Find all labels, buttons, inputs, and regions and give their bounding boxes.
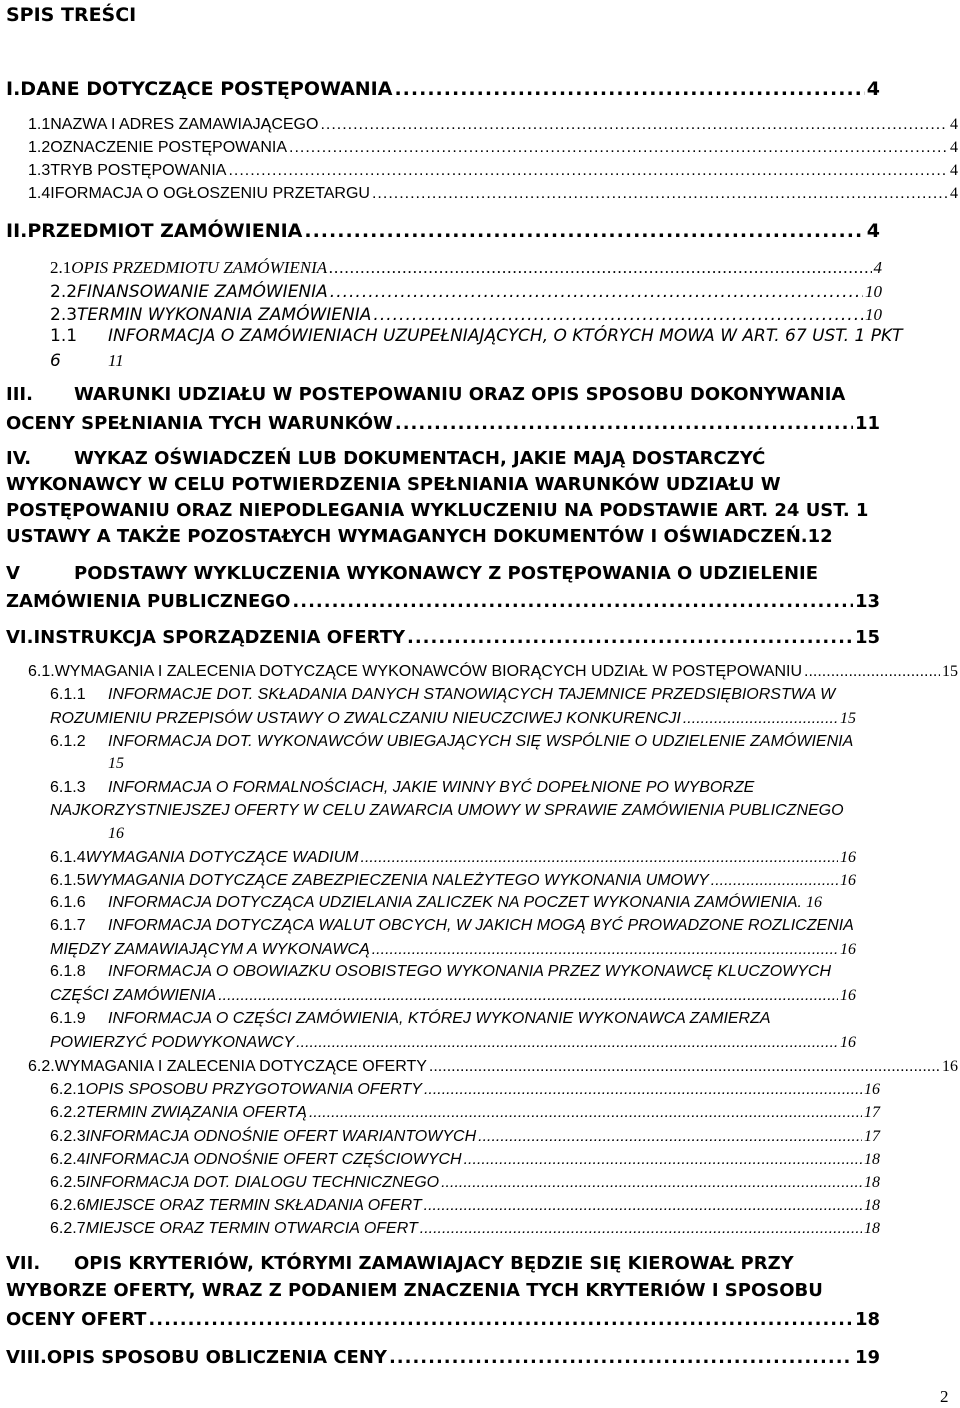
page-ref: 16 (840, 987, 856, 1004)
page-ref: 18 (854, 1309, 880, 1330)
section-number: V (6, 563, 20, 584)
item-label: INFORMACJA O CZĘŚCI ZAMÓWIENIA, KTÓREJ WYKONANIE WYKONAWCA ZAMIERZA (108, 1010, 771, 1027)
item-label: INFORMACJA DOT. DIALOGU TECHNICZNEGO (85, 1174, 440, 1191)
toc-item[interactable] (28, 139, 958, 157)
dot-leader (361, 849, 839, 867)
item-number: 2.3 (50, 305, 78, 325)
toc-item[interactable] (50, 282, 882, 302)
dot-leader (228, 162, 948, 180)
page-ref: 17 (864, 1128, 880, 1145)
toc-item-multiline[interactable] (50, 734, 853, 750)
dot-leader (373, 305, 863, 325)
section-number: III. (6, 384, 33, 405)
section-number: VII. (6, 1253, 41, 1274)
item-number: 1.2 (28, 139, 51, 156)
toc-section-3-cont[interactable] (6, 413, 880, 434)
page-ref: 15 (108, 755, 124, 772)
toc-item-multiline[interactable] (50, 964, 831, 980)
dot-leader (395, 413, 853, 434)
section-label: POSTĘPOWANIU ORAZ NIEPODLEGANIA WYKLUCZENIU NA PODSTAWIE ART. 24 UST. 1 (6, 500, 869, 521)
toc-section-4[interactable] (6, 450, 765, 468)
toc-item[interactable] (50, 1104, 880, 1122)
section-label: OCENY OFERT (6, 1309, 147, 1330)
item-number: 1.3 (28, 162, 51, 179)
dot-leader (407, 627, 853, 648)
dot-leader (804, 663, 940, 681)
page-ref: 4 (950, 139, 958, 156)
toc-item[interactable] (50, 849, 856, 867)
item-number: 6.1.5 (50, 872, 86, 889)
item-label: IFORMACJA O OGŁOSZENIU PRZETARGU (50, 185, 370, 202)
toc-item[interactable] (50, 1174, 880, 1192)
item-label: MIEJSCE ORAZ TERMIN OTWARCIA OFERT (85, 1220, 418, 1237)
toc-section-7[interactable] (6, 1255, 794, 1273)
item-label: MIĘDZY ZAMAWIAJĄCYM A WYKONAWCĄ (50, 941, 370, 958)
item-label: TERMIN WYKONANIA ZAMÓWIENIA (77, 305, 372, 325)
page-ref: 16 (942, 1058, 958, 1075)
item-number-cont: 6 (50, 351, 61, 371)
item-number: 6.2.5 (50, 1174, 86, 1191)
toc-item-cont[interactable] (50, 941, 856, 959)
toc-item-multiline[interactable] (50, 780, 754, 796)
item-label: POWIERZYĆ PODWYKONAWCY (50, 1034, 295, 1051)
dot-leader (148, 1309, 853, 1330)
toc-item[interactable] (50, 872, 856, 890)
page-ref: 15 (854, 627, 880, 648)
page-ref: 16 (840, 872, 856, 889)
item-label: FINANSOWANIE ZAMÓWIENIA (77, 282, 328, 302)
toc-item[interactable] (50, 305, 882, 325)
page-ref: 13 (854, 591, 880, 612)
item-label: INFORMACJA O FORMALNOŚCIACH, JAKIE WINNY BYĆ DOPEŁNIONE PO WYBORZE (108, 779, 755, 796)
dot-leader (441, 1174, 862, 1192)
page-ref: 15 (840, 710, 856, 727)
page-ref: 16 (108, 825, 124, 842)
item-number: 6.1.1 (50, 686, 86, 703)
dot-leader (372, 941, 838, 959)
item-label: INFORMACJA ODNOŚNIE OFERT CZĘŚCIOWYCH (85, 1151, 462, 1168)
item-number: 6.1.8 (50, 963, 86, 980)
page-ref: 16 (864, 1081, 880, 1098)
section-number: II. (6, 220, 28, 242)
section-label: OCENY SPEŁNIANIA TYCH WARUNKÓW (6, 413, 393, 434)
page-ref: 16 (840, 849, 856, 866)
toc-item-multiline[interactable] (50, 918, 854, 934)
dot-leader (424, 1197, 862, 1215)
section-label: USTAWY A TAKŻE POZOSTAŁYCH WYMAGANYCH DOKUMENTÓW I OŚWIADCZEŃ.12 (6, 526, 833, 547)
item-number: 6.1.3 (50, 779, 86, 796)
item-number: 6.1.9 (50, 1010, 86, 1027)
item-label: OZNACZENIE POSTĘPOWANIA (50, 139, 288, 156)
section-label: PRZEDMIOT ZAMÓWIENIA (27, 220, 303, 242)
page-ref: 17 (864, 1104, 880, 1121)
page-ref: 18 (864, 1220, 880, 1237)
dot-leader (292, 591, 853, 612)
dot-leader (329, 258, 871, 278)
item-number: 6.2.4 (50, 1151, 86, 1168)
item-label: INFORMACJA DOTYCZĄCA UDZIELANIA ZALICZEK NA POCZET WYKONANIA ZAMÓWIENIA. (108, 894, 802, 911)
item-label: OPIS SPOSOBU PRZYGOTOWANIA OFERTY (85, 1081, 422, 1098)
dot-leader (289, 139, 948, 157)
toc-item[interactable] (50, 1151, 880, 1169)
toc-section-7-cont[interactable] (6, 1309, 880, 1330)
page-ref: 18 (864, 1151, 880, 1168)
section-number: VI. (6, 627, 34, 648)
toc-item[interactable] (28, 116, 958, 134)
dot-leader (429, 1058, 940, 1076)
page-ref: 4 (950, 116, 958, 133)
item-number: 1.1 (50, 326, 78, 346)
dot-leader (394, 78, 864, 100)
item-number: 6.2.6 (50, 1197, 86, 1214)
page-ref: 18 (864, 1174, 880, 1191)
item-number: 2.1 (50, 258, 72, 277)
item-label: INFORMACJA DOTYCZĄCA WALUT OBCYCH, W JAKICH MOGĄ BYĆ PROWADZONE ROZLICZENIA (108, 917, 854, 934)
page-ref: 11 (108, 351, 124, 370)
item-number: 6.1.4 (50, 849, 86, 866)
dot-leader (330, 282, 863, 302)
toc-section-6[interactable] (6, 627, 880, 648)
dot-leader (218, 987, 838, 1005)
item-number: 6.2.3 (50, 1128, 86, 1145)
page-ref: 16 (840, 941, 856, 958)
page-ref: 4 (866, 220, 880, 242)
toc-item-cont[interactable] (50, 987, 856, 1005)
section-label: DANE DOTYCZĄCE POSTĘPOWANIA (20, 78, 393, 100)
item-label: NAJKORZYSTNIEJSZEJ OFERTY W CELU ZAWARCIA UMOWY W SPRAWIE ZAMÓWIENIA PUBLICZNEGO (50, 802, 844, 819)
item-label: INFORMACJE DOT. SKŁADANIA DANYCH STANOWIĄCYCH TAJEMNICE PRZEDSIĘBIORSTWA W (108, 686, 836, 703)
toc-section-5[interactable] (6, 565, 818, 583)
page-ref: 16 (840, 1034, 856, 1051)
section-label: WYBORZE OFERTY, WRAZ Z PODANIEM ZNACZENIA TYCH KRYTERIÓW I SPOSOBU (6, 1280, 823, 1301)
toc-item[interactable] (28, 663, 958, 681)
section-label: WYKONAWCY W CELU POTWIERDZENIA SPEŁNIANIA WARUNKÓW UDZIAŁU W (6, 474, 781, 495)
page-title: SPIS TREŚCI (6, 4, 137, 26)
dot-leader (420, 1220, 862, 1238)
toc-item[interactable] (50, 258, 882, 278)
item-label: NAZWA I ADRES ZAMAWIAJĄCEGO (50, 116, 319, 133)
toc-item-continuation (50, 352, 124, 370)
section-label: OPIS SPOSOBU OBLICZENIA CENY (46, 1347, 387, 1368)
toc-item[interactable] (50, 895, 822, 911)
item-number: 6.2.2 (50, 1104, 86, 1121)
dot-leader (478, 1128, 862, 1146)
toc-item[interactable] (50, 1128, 880, 1146)
section-label: INSTRUKCJA SPORZĄDZENIA OFERTY (33, 627, 405, 648)
item-label: WYMAGANIA I ZALECENIA DOTYCZĄCE OFERTY (54, 1058, 427, 1075)
page-ref: 16 (805, 894, 822, 911)
item-number: 6.1.6 (50, 894, 86, 911)
section-label: OPIS KRYTERIÓW, KTÓRYMI ZAMAWIAJACY BĘDZIE SIĘ KIEROWAŁ PRZY (74, 1253, 794, 1274)
page-number: 2 (940, 1387, 949, 1406)
section-number: I. (6, 78, 21, 100)
section-label: WARUNKI UDZIAŁU W POSTEPOWANIU ORAZ OPIS SPOSOBU DOKONYWANIA (74, 384, 846, 405)
dot-leader (309, 1104, 862, 1122)
toc-item-cont[interactable] (50, 1034, 856, 1052)
toc-section-8[interactable] (6, 1347, 880, 1368)
item-number: 1.4 (28, 185, 51, 202)
page-ref: 4 (950, 162, 958, 179)
item-number: 6.1.7 (50, 917, 86, 934)
item-number: 6.2.7 (50, 1220, 86, 1237)
dot-leader (683, 710, 838, 728)
section-number: IV. (6, 448, 32, 469)
toc-item[interactable] (50, 1220, 880, 1238)
item-label: MIEJSCE ORAZ TERMIN SKŁADANIA OFERT (85, 1197, 422, 1214)
page-ref: 15 (942, 663, 958, 680)
item-label: INFORMACJA ODNOŚNIE OFERT WARIANTOWYCH (85, 1128, 477, 1145)
item-number: 6.2. (28, 1058, 55, 1075)
dot-leader (320, 116, 948, 134)
item-label: OPIS PRZEDMIOTU ZAMÓWIENIA (71, 258, 328, 277)
page-ref: 10 (865, 282, 882, 301)
page-ref: 18 (864, 1197, 880, 1214)
item-label: TRYB POSTĘPOWANIA (50, 162, 227, 179)
item-number: 6.2.1 (50, 1081, 86, 1098)
toc-item[interactable] (50, 1197, 880, 1215)
dot-leader (304, 220, 864, 242)
item-label: WYMAGANIA DOTYCZĄCE WADIUM (85, 849, 359, 866)
dot-leader (389, 1347, 853, 1368)
item-label: WYMAGANIA I ZALECENIA DOTYCZĄCE WYKONAWCÓW BIORĄCYCH UDZIAŁ W POSTĘPOWANIU (54, 663, 803, 680)
item-label: ROZUMIENIU PRZEPISÓW USTAWY O ZWALCZANIU NIEUCZCIWEJ KONKURENCJI (50, 710, 681, 727)
toc-item-cont[interactable] (50, 710, 856, 728)
dot-leader (372, 185, 948, 203)
toc-section-1[interactable] (6, 78, 880, 100)
page-ref: 19 (854, 1347, 880, 1368)
page-ref: 4 (866, 78, 880, 100)
section-label: WYKAZ OŚWIADCZEŃ LUB DOKUMENTACH, JAKIE MAJĄ DOSTARCZYĆ (74, 448, 766, 469)
item-label: INFORMACJA O OBOWIAZKU OSOBISTEGO WYKONANIA PRZEZ WYKONAWCĘ KLUCZOWYCH (108, 963, 832, 980)
toc-item[interactable] (28, 1058, 958, 1076)
toc-item[interactable] (50, 1081, 880, 1099)
toc-item[interactable] (28, 185, 958, 203)
item-number: 6.1.2 (50, 733, 86, 750)
toc-item-multiline[interactable] (50, 328, 902, 345)
toc-item-multiline[interactable] (50, 687, 835, 703)
page-ref: 10 (865, 305, 882, 324)
dot-leader (464, 1151, 862, 1169)
item-label: CZĘŚCI ZAMÓWIENIA (50, 987, 217, 1004)
section-label: PODSTAWY WYKLUCZENIA WYKONAWCY Z POSTĘPOWANIA O UDZIELENIE (74, 563, 819, 584)
dot-leader (296, 1034, 838, 1052)
section-number: VIII. (6, 1347, 47, 1368)
item-label: INFORMACJA DOT. WYKONAWCÓW UBIEGAJĄCYCH SIĘ WSPÓLNIE O UDZIELENIE ZAMÓWIENIA (108, 733, 854, 750)
dot-leader (424, 1081, 862, 1099)
dot-leader (711, 872, 838, 890)
toc-section-3[interactable] (6, 386, 845, 404)
toc-section-2[interactable] (6, 220, 880, 242)
item-label: TERMIN ZWIĄZANIA OFERTĄ (85, 1104, 307, 1121)
item-label: INFORMACJA O ZAMÓWIENIACH UZUPEŁNIAJĄCYCH, O KTÓRYCH MOWA W ART. 67 UST. 1 PKT (108, 326, 903, 346)
item-number: 1.1 (28, 116, 51, 133)
item-label: WYMAGANIA DOTYCZĄCE ZABEZPIECZENIA NALEŻYTEGO WYKONANIA UMOWY (85, 872, 709, 889)
item-number: 6.1. (28, 663, 55, 680)
page-ref: 4 (950, 185, 958, 202)
item-number: 2.2 (50, 282, 78, 302)
section-label: ZAMÓWIENIA PUBLICZNEGO (6, 591, 291, 612)
page-ref: 11 (854, 413, 880, 434)
toc-item-multiline[interactable] (50, 1011, 771, 1027)
page-ref: 4 (873, 258, 882, 277)
toc-item[interactable] (28, 162, 958, 180)
toc-section-5-cont[interactable] (6, 591, 880, 612)
